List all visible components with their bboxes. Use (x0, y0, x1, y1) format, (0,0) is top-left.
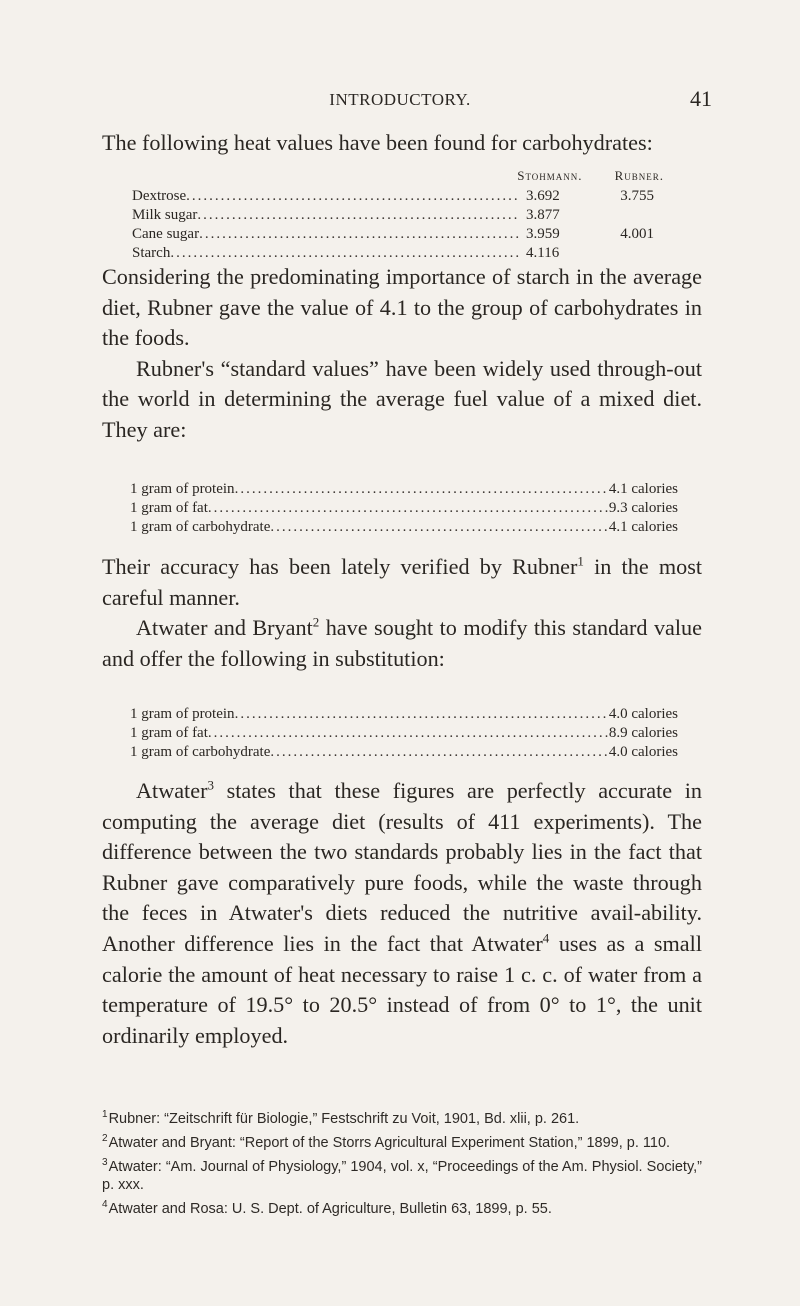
stohmann-value: 3.877 (526, 207, 560, 223)
footnote (102, 1105, 702, 1129)
leader-dots (270, 743, 609, 762)
paragraph-starch (102, 262, 702, 446)
table-row (130, 724, 678, 743)
intro-paragraph (102, 128, 702, 159)
paragraph-text: Their accuracy has been lately verified by Rubner$^1$ in the most careful manner. (102, 553, 702, 610)
leader-dots (199, 225, 520, 244)
rubner-value: 3.755 (620, 188, 654, 204)
table-row (130, 499, 678, 518)
table-row (130, 518, 678, 537)
table-row (132, 187, 682, 206)
page-header (0, 86, 800, 114)
atwater-standard-values (130, 705, 678, 762)
leader-dots (208, 724, 609, 743)
footnote-mark: 2 (102, 1132, 108, 1144)
row-label: Cane sugar (132, 226, 200, 242)
row-value: 8.9 calories (608, 725, 678, 741)
footnote-text: Atwater and Bryant: “Report of the Storrs Agricultural Experiment Station,” 1899, p. 110. (108, 1134, 671, 1151)
table-row (130, 705, 678, 724)
row-value: 4.1 calories (608, 481, 678, 497)
row-value: 4.1 calories (608, 519, 678, 535)
row-label: Dextrose (132, 188, 187, 204)
rubner-value: 4.001 (620, 226, 654, 242)
row-value: 4.0 calories (608, 706, 678, 722)
paragraph-atwater (102, 776, 702, 1051)
running-title: INTRODUCTORY. (329, 90, 471, 109)
paragraph-text: Considering the predominating importance of starch in the average diet, Rubner gave the value of 4.1 to the group of carbohydrates in the foods. (102, 264, 702, 351)
column-header-stohmann: Stohmann. (517, 168, 583, 183)
row-label: 1 gram of carbohydrate (130, 519, 271, 535)
table-row (130, 743, 678, 762)
stohmann-value: 3.692 (526, 188, 560, 204)
leader-dots (235, 705, 609, 724)
footnote-text: Atwater: “Am. Journal of Physiology,” 1904, vol. x, “Proceedings of the Am. Physiol. Society,” p. xxx. (102, 1158, 702, 1194)
footnote-ref: 4 (542, 930, 550, 946)
row-label: 1 gram of fat (130, 725, 208, 741)
row-label: 1 gram of carbohydrate (130, 744, 271, 760)
footnote (102, 1153, 702, 1196)
row-label: Starch (132, 245, 171, 261)
row-value: 9.3 calories (608, 500, 678, 516)
stohmann-value: 4.116 (526, 245, 560, 261)
leader-dots (197, 206, 520, 225)
table-row (132, 225, 682, 244)
row-label: 1 gram of fat (130, 500, 208, 516)
footnote-ref: 2 (312, 614, 320, 630)
leader-dots (270, 518, 609, 537)
row-label: Milk sugar (132, 207, 198, 223)
row-label: 1 gram of protein (130, 706, 235, 722)
footnote-ref: 1 (577, 553, 584, 569)
table-row (132, 244, 682, 263)
paragraph-text: Atwater$^3$ states that these figures are perfectly accurate in computing the average diet (results of 411 experiments). The difference between the two standards probably lies in the fact that Rubner gave comparatively pure foods, while the waste through the feces in Atwater's diets reduced the nutritive avail-ability. Another difference lies in the fact that Atwater$^4$ uses as a small calorie the amount of heat necessary to raise 1 c. c. of water from a temperature of 19.5° to 20.5° instead of from 0° to 1°, the unit ordinarily employed. (102, 777, 702, 1048)
paragraph-atwater-bryant: Atwater and Bryant$^2$ have sought to modify this standard value and offer the following in substitution: (102, 614, 702, 671)
row-value: 4.0 calories (608, 744, 678, 760)
table-row (132, 206, 682, 225)
leader-dots (235, 480, 609, 499)
paragraph-accuracy (102, 552, 702, 674)
footnote (102, 1129, 702, 1153)
footnote-ref: 3 (207, 777, 214, 793)
table-header (132, 166, 682, 185)
paragraph-standard-values: Rubner's “standard values” have been widely used through-out the world in determining the average fuel value of a mixed diet. They are: (102, 355, 702, 442)
leader-dots (208, 499, 609, 518)
intro-text: The following heat values have been found for carbohydrates: (102, 130, 653, 155)
footnotes (102, 1105, 702, 1219)
footnote-mark: 4 (102, 1199, 108, 1211)
row-label: 1 gram of protein (130, 481, 235, 497)
leader-dots (170, 244, 520, 263)
stohmann-value: 3.959 (526, 226, 560, 242)
footnote (102, 1195, 702, 1219)
column-header-rubner: Rubner. (614, 168, 664, 183)
carbohydrate-heat-table (132, 166, 682, 263)
footnote-text: Atwater and Rosa: U. S. Dept. of Agriculture, Bulletin 63, 1899, p. 55. (108, 1201, 552, 1218)
rubner-standard-values (130, 480, 678, 537)
footnote-mark: 1 (102, 1109, 108, 1120)
leader-dots (186, 187, 520, 206)
footnote-mark: 3 (102, 1156, 108, 1168)
table-row (130, 480, 678, 499)
footnote-text: Rubner: “Zeitschrift für Biologie,” Festschrift zu Voit, 1901, Bd. xlii, p. 261. (108, 1110, 580, 1127)
page-number: 41 (690, 86, 712, 111)
